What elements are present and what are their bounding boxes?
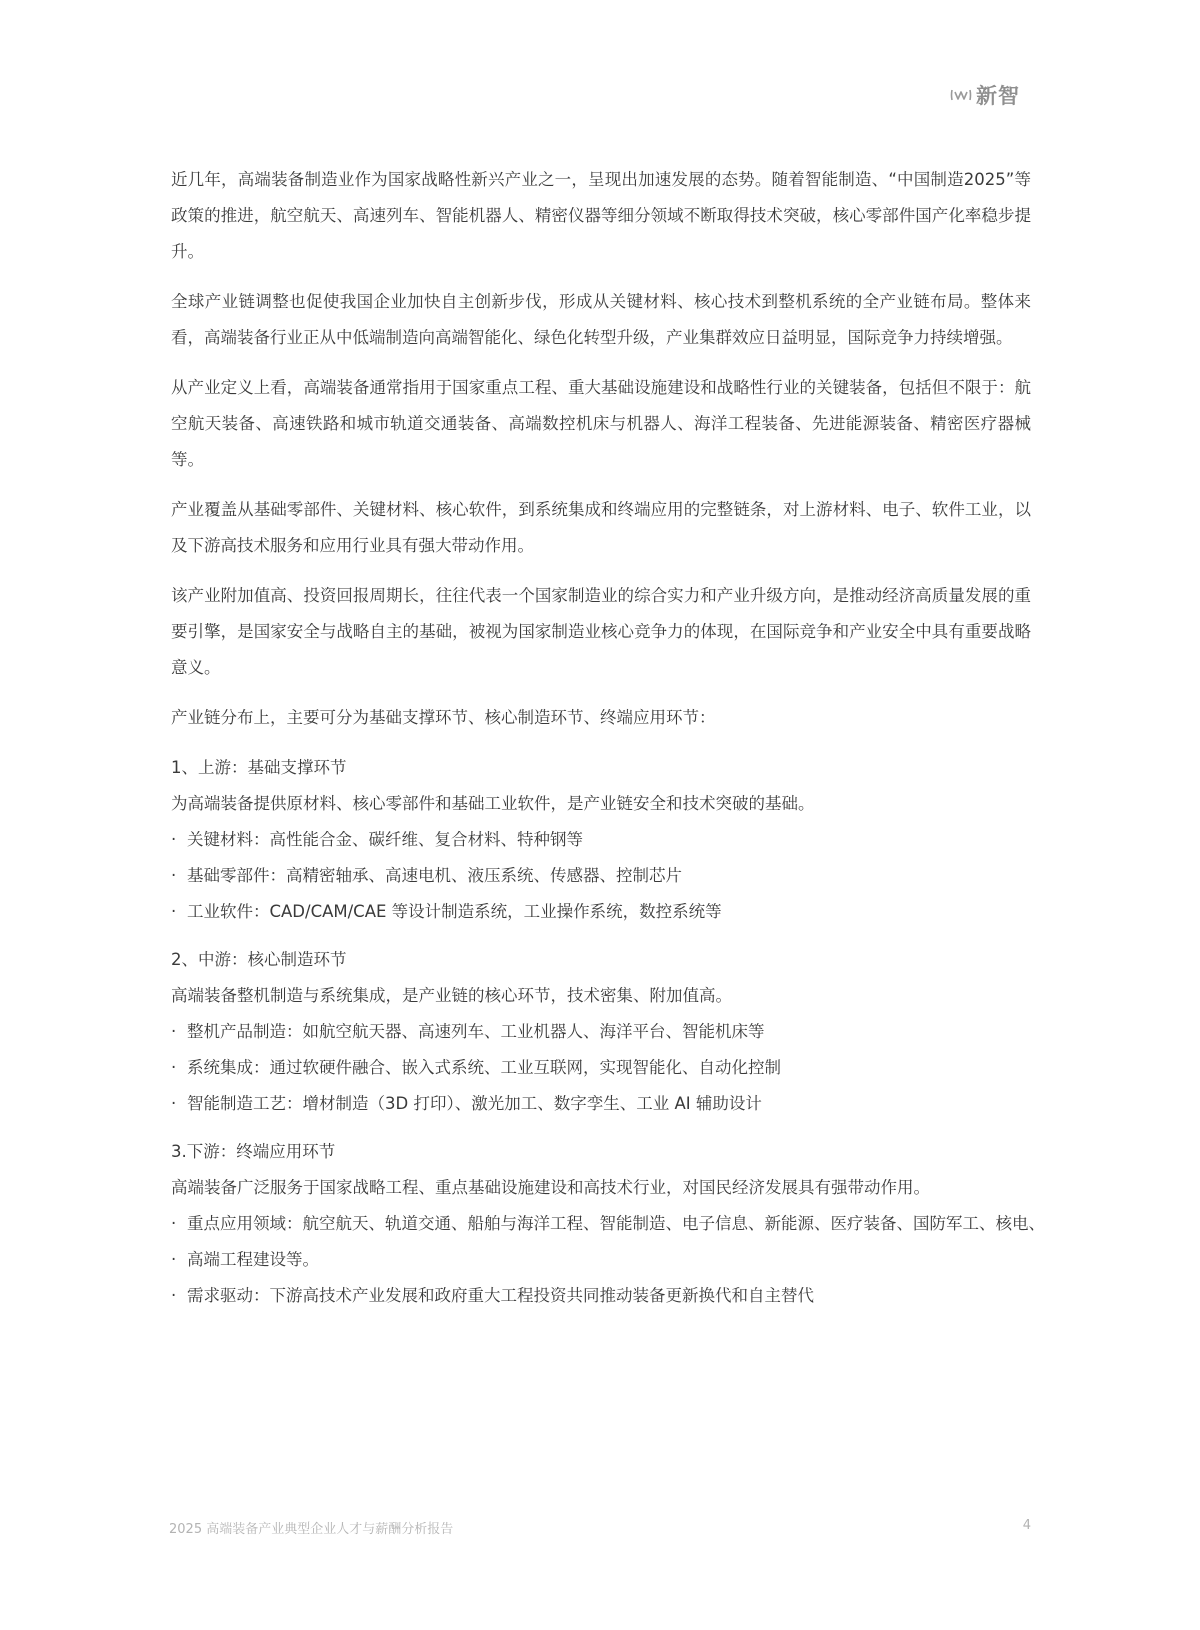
- paragraph: 从产业定义上看，高端装备通常指用于国家重点工程、重大基础设施建设和战略性行业的关键装备，包括但不限于：航空航天装备、高速铁路和城市轨道交通装备、高端数控机床与机器人、海洋工程装备、先进能源装备、精密医疗器械等。: [171, 378, 1031, 469]
- section-upstream: [171, 750, 1031, 930]
- section-heading: 3.下游：终端应用环节: [171, 1142, 336, 1161]
- page-number: 4: [1022, 1518, 1031, 1533]
- section-description: 高端装备整机制造与系统集成，是产业链的核心环节，技术密集、附加值高。: [171, 986, 732, 1005]
- logo-text: 新智: [976, 84, 1020, 108]
- logo-wave-icon: [950, 86, 972, 104]
- section-midstream: [171, 942, 1031, 1122]
- list-item: · 工业软件：CAD/CAM/CAE 等设计制造系统，工业操作系统，数控系统等: [171, 894, 1031, 930]
- paragraph: 该产业附加值高、投资回报周期长，往往代表一个国家制造业的综合实力和产业升级方向，是推动经济高质量发展的重要引擎，是国家安全与战略自主的基础，被视为国家制造业核心竞争力的体现，在国际竞争和产业安全中具有重要战略意义。: [171, 586, 1031, 677]
- section-description: 为高端装备提供原材料、核心零部件和基础工业软件，是产业链安全和技术突破的基础。: [171, 794, 815, 813]
- paragraph: 产业覆盖从基础零部件、关键材料、核心软件，到系统集成和终端应用的完整链条，对上游材料、电子、软件工业，以及下游高技术服务和应用行业具有强大带动作用。: [171, 500, 1031, 555]
- page-footer: [169, 1518, 1031, 1537]
- section-heading: 2、中游：核心制造环节: [171, 950, 347, 969]
- bullet-icon: ·: [171, 1022, 177, 1041]
- section-heading: 1、上游：基础支撑环节: [171, 758, 347, 777]
- section-downstream: [171, 1134, 1045, 1314]
- bullet-icon: ·: [171, 1250, 177, 1269]
- bullet-icon: ·: [171, 1094, 177, 1113]
- paragraph: 全球产业链调整也促使我国企业加快自主创新步伐，形成从关键材料、核心技术到整机系统的全产业链布局。整体来看，高端装备行业正从中低端制造向高端智能化、绿色化转型升级，产业集群效应日益明显，国际竞争力持续增强。: [171, 292, 1031, 347]
- list-item: · 智能制造工艺：增材制造（3D 打印）、激光加工、数字孪生、工业 AI 辅助设计: [171, 1086, 1031, 1122]
- list-item: · 基础零部件：高精密轴承、高速电机、液压系统、传感器、控制芯片: [171, 858, 1031, 894]
- list-item: · 系统集成：通过软硬件融合、嵌入式系统、工业互联网，实现智能化、自动化控制: [171, 1050, 1031, 1086]
- bullet-icon: ·: [171, 830, 177, 849]
- bullet-icon: ·: [171, 902, 177, 921]
- list-item: · 重点应用领域：航空航天、轨道交通、船舶与海洋工程、智能制造、电子信息、新能源、医疗装备、国防军工、核电、: [171, 1206, 1031, 1242]
- list-item: · 高端工程建设等。: [171, 1242, 1031, 1278]
- document-body: [171, 162, 1045, 1326]
- bullet-icon: ·: [171, 1058, 177, 1077]
- bullet-icon: ·: [171, 866, 177, 885]
- paragraph: 产业链分布上，主要可分为基础支撑环节、核心制造环节、终端应用环节：: [171, 708, 716, 727]
- brand-logo: [950, 80, 1020, 110]
- list-item: · 整机产品制造：如航空航天器、高速列车、工业机器人、海洋平台、智能机床等: [171, 1014, 1031, 1050]
- list-item: · 需求驱动：下游高技术产业发展和政府重大工程投资共同推动装备更新换代和自主替代: [171, 1278, 1031, 1314]
- bullet-icon: ·: [171, 1286, 177, 1305]
- list-item: · 关键材料：高性能合金、碳纤维、复合材料、特种钢等: [171, 822, 1031, 858]
- section-description: 高端装备广泛服务于国家战略工程、重点基础设施建设和高技术行业，对国民经济发展具有强带动作用。: [171, 1178, 930, 1197]
- bullet-icon: ·: [171, 1214, 177, 1233]
- paragraph: 近几年，高端装备制造业作为国家战略性新兴产业之一，呈现出加速发展的态势。随着智能制造、“中国制造2025”等政策的推进，航空航天、高速列车、智能机器人、精密仪器等细分领域不断取得技术突破，核心零部件国产化率稳步提升。: [171, 170, 1031, 261]
- footer-report-title: 2025 高端装备产业典型企业人才与薪酬分析报告: [169, 1522, 454, 1537]
